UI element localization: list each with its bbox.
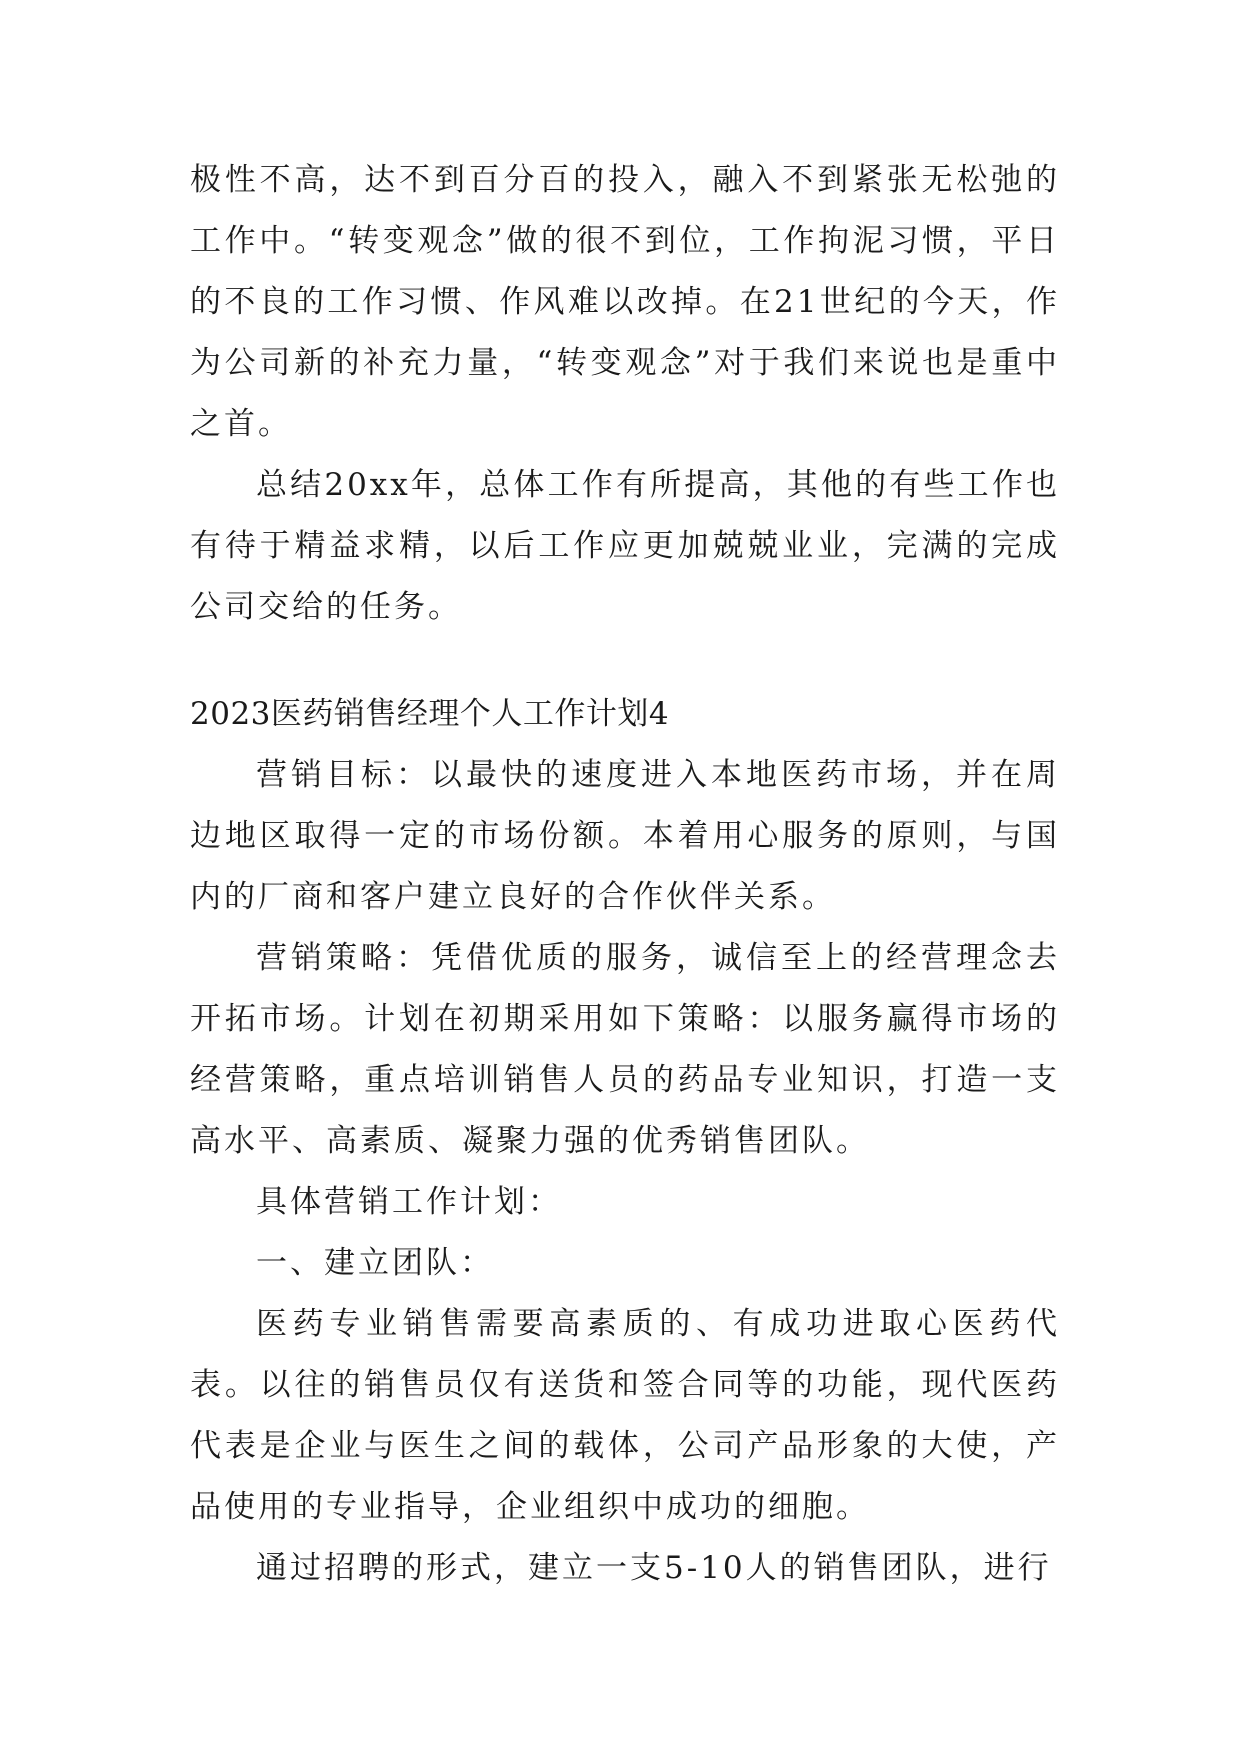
- paragraph-summary: 总结20xx年，总体工作有所提高，其他的有些工作也有待于精益求精，以后工作应更加兢兢业业，完满的完成公司交给的任务。: [190, 467, 1060, 625]
- section-gap: [190, 638, 1060, 684]
- paragraph-recruitment: 通过招聘的形式，建立一支5-10人的销售团队，进行: [256, 1550, 1052, 1586]
- paragraph-marketing-goal: 营销目标：以最快的速度进入本地医药市场，并在周边地区取得一定的市场份额。本着用心服务的原则，与国内的厂商和客户建立良好的合作伙伴关系。: [190, 757, 1060, 915]
- section-heading: 2023医药销售经理个人工作计划4: [190, 696, 670, 732]
- paragraph-medical-rep: 医药专业销售需要高素质的、有成功进取心医药代表。以往的销售员仅有送货和签合同等的功能，现代医药代表是企业与医生之间的载体，公司产品形象的大使，产品使用的专业指导，企业组织中成功的细胞。: [190, 1306, 1060, 1525]
- paragraph-work-plan-title: 具体营销工作计划：: [256, 1184, 562, 1220]
- paragraph-build-team-title: 一、建立团队：: [256, 1245, 494, 1281]
- paragraph-continuation: 极性不高，达不到百分百的投入，融入不到紧张无松弛的工作中。“转变观念”做的很不到位，工作拘泥习惯，平日的不良的工作习惯、作风难以改掉。在21世纪的今天，作为公司新的补充力量，“转变观念”对于我们来说也是重中之首。: [190, 162, 1060, 442]
- paragraph-marketing-strategy: 营销策略：凭借优质的服务，诚信至上的经营理念去开拓市场。计划在初期采用如下策略：以服务赢得市场的经营策略，重点培训销售人员的药品专业知识，打造一支高水平、高素质、凝聚力强的优秀销售团队。: [190, 940, 1060, 1159]
- document-body: [190, 150, 1060, 1599]
